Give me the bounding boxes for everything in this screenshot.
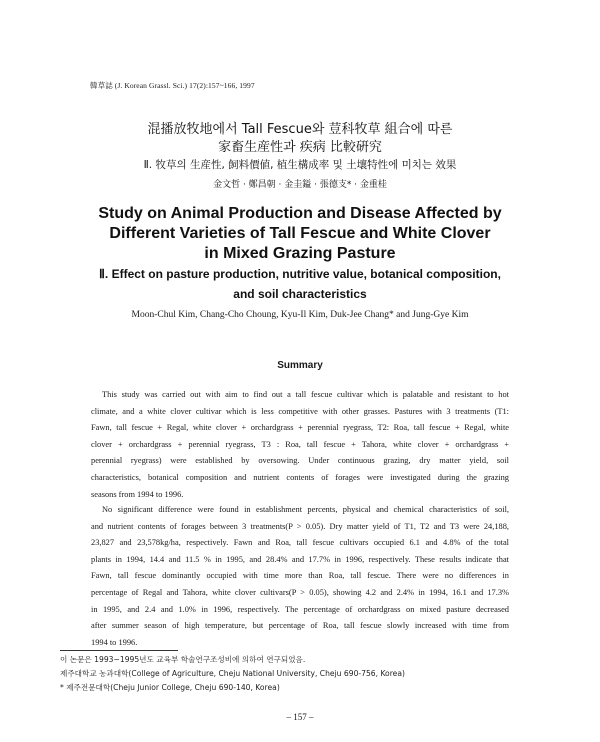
paragraph-line: 23,827 and 23,578kg/ha, respectively. Fawn and Roa, tall fescue cultivars occupied 6.1 and 4.8% of the total: [91, 538, 509, 548]
summary-heading: Summary: [277, 360, 323, 371]
page-number: – 157 –: [286, 712, 314, 722]
paragraph-line: 1994 to 1996.: [91, 637, 138, 647]
paragraph-line: This study was carried out with aim to find out a tall fescue cultivar which is palatable and resistant to hot: [102, 390, 509, 399]
english-authors: Moon-Chul Kim, Chang-Cho Choung, Kyu-Il Kim, Duk-Jee Chang* and Jung-Gye Kim: [131, 310, 469, 320]
footnote-affiliation-1: 제주대학교 농과대학(College of Agriculture, Cheju National University, Cheju 690-756, Korea): [60, 669, 405, 678]
summary-paragraph-1: [91, 387, 509, 503]
journal-reference: 韓草誌 (J. Korean Grassl. Sci.) 17(2):157~166, 1997: [90, 81, 255, 90]
summary-paragraph-2: [91, 502, 509, 651]
english-title-line-1: Study on Animal Production and Disease Affected by: [98, 205, 502, 222]
korean-title-line-2: 家畜生産性과 疾病 比較硏究: [218, 140, 382, 155]
english-subtitle-line-1: Ⅱ. Effect on pasture production, nutritive value, botanical composition,: [99, 267, 501, 281]
korean-authors: 金文哲 · 鄭昌朝 · 金圭鎰 · 張德支* · 金重桂: [213, 180, 387, 190]
paragraph-line: clover + orchardgrass + perennial ryegrass, T3 : Roa, tall fescue + Tahora, white clover + orchardgrass +: [91, 439, 509, 449]
footnote-affiliation-2: * 제주전문대학(Cheju Junior College, Cheju 690-140, Korea): [60, 683, 280, 692]
korean-title-line-1: 混播放牧地에서 Tall Fescue와 荳科牧草 組合에 따른: [147, 122, 453, 137]
footnote-funding: 이 논문은 1993~1995년도 교육부 학술연구조성비에 의하여 연구되었음.: [60, 655, 306, 664]
paragraph-line: seasons from 1994 to 1996.: [91, 489, 184, 499]
english-title-line-3: in Mixed Grazing Pasture: [204, 245, 396, 262]
paragraph-line: plants in 1994, 14.4 and 11.5 % in 1995, and 28.4% and 17.7% in 1996, respectively. These results indicate that: [91, 554, 509, 564]
english-title-line-2: Different Varieties of Tall Fescue and White Clover: [109, 225, 491, 242]
paragraph-line: No significant difference were found in establishment percents, physical and chemical characteristics of soil,: [102, 505, 509, 514]
paragraph-line: and nutrient contents of forages between 3 treatments(P > 0.05). Dry matter yield of T1, T2 and T3 were 24,188,: [91, 521, 509, 531]
paragraph-line: perennial ryegrass) were established by oversowing. Under continuous grazing, dry matter yield, soil: [91, 456, 509, 466]
paragraph-line: Fawn, tall fescue + Regal, white clover + orchardgrass + perennial ryegrass, T2: Roa, tall fescue + Regal, white: [91, 423, 509, 433]
paragraph-line: Fawn, tall fescue dominantly occupied with time more than Roa, tall fescue. There were no differences in: [91, 571, 509, 581]
english-subtitle-line-2: and soil characteristics: [233, 287, 367, 301]
paragraph-line: in 1995, and 2.4 and 1.0% in 1996, respectively. The percentage of orchardgrass on mixed pasture decreased: [91, 604, 509, 614]
korean-subtitle: Ⅱ. 牧草의 生産性, 飼料價値, 植生構成率 및 土壤特性에 미치는 效果: [143, 159, 457, 171]
paragraph-line: climate, and a white clover cultivar which is less competitive with other grasses. Pastures with 3 treatments (T1:: [91, 406, 509, 416]
footnote-divider: [60, 650, 178, 651]
paragraph-line: characteristics, botanical composition and nutrient contents of forages were investigated during the grazing: [91, 472, 509, 482]
paragraph-line: percentage of Regal and Tahora, white clover cultivars(P > 0.05), showing 4.2 and 2.4% in 1994, 16.1 and 17.3%: [91, 587, 509, 597]
paragraph-line: after summer season of high temperature, but percentage of Roa, tall fescue slowly increased with time from: [91, 621, 509, 631]
